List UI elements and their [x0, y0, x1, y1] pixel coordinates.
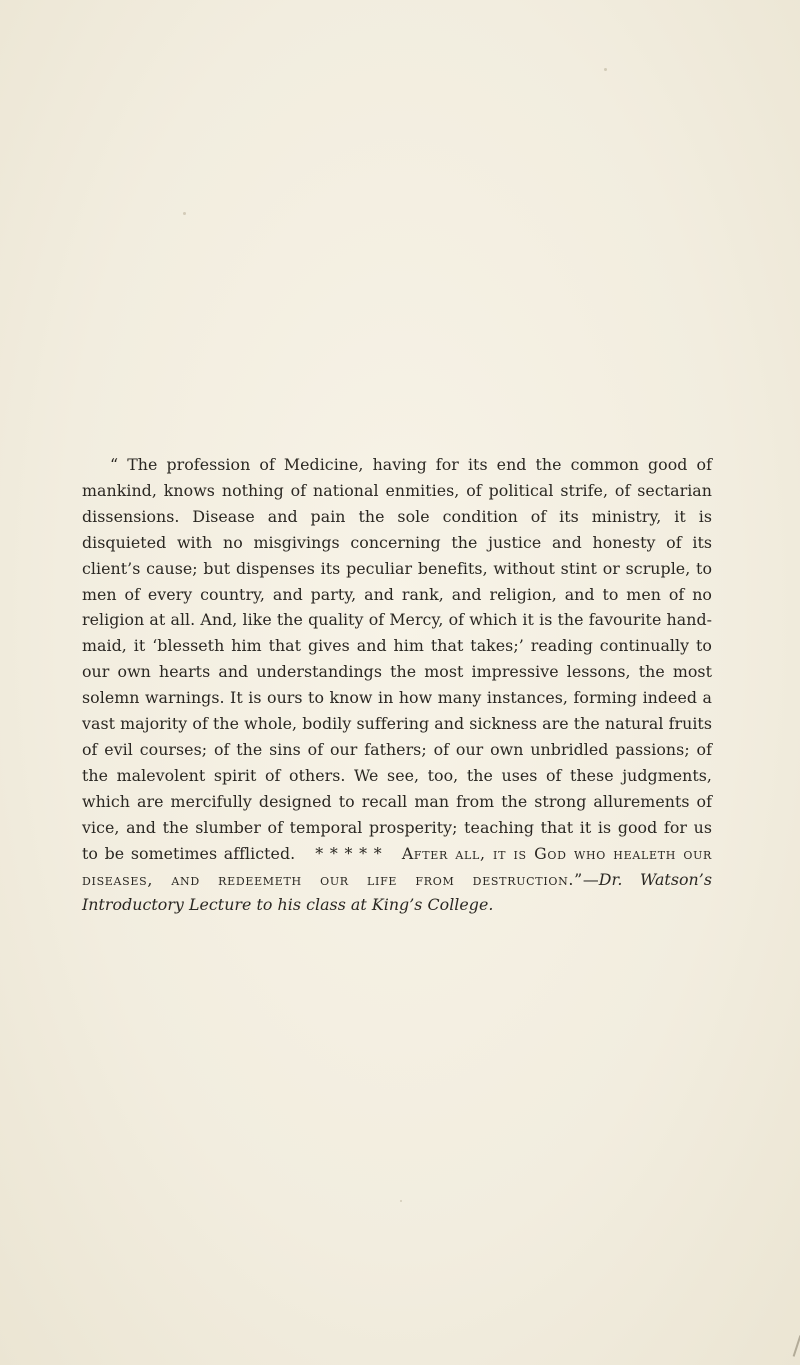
paper-speck [604, 68, 607, 71]
paper-speck [400, 1200, 402, 1202]
quotation-paragraph [82, 452, 712, 918]
closing-sentence: After all, it is God who healeth our diseases, and redeemeth our life from destruction.” [82, 843, 713, 889]
ellipsis-stars: * * * * * [315, 843, 382, 863]
quotation-body: “ The profession of Medicine, having for its end the common good of mankind, knows nothing of national enmities, of political strife, of sectarian dissensions. Disease and pain the sole condition of its ministry, it is disquieted with no misgivings concerning the justice and honesty of its client’s cause; but dispenses its peculiar benefits, without stint or scruple, to men of every country, and party, and rank, and religion, and to men of no religion at all. And, like the quality of Mercy, of which it is the favourite hand-maid, it ‘blesseth him that gives and him that takes;’ reading continually to our own hearts and understandings the most impressive lessons, the most solemn warnings. It is ours to know in how many instances, forming indeed a vast majority of the whole, bodily suffering and sickness are the natural fruits of evil courses; of the sins of our fathers; of our own unbridled passions; of the malevolent spirit of others. We see, too, the uses of these judgments, which are mercifully designed to recall man from the strong allurements of vice, and the slumber of temporal prosperity; teaching that it is good for us to be sometimes afflicted. [82, 455, 712, 863]
attribution-dash: — [582, 869, 599, 889]
paper-speck [183, 212, 186, 215]
attribution: Dr. Watson’s Introductory Lecture to his class at King’s College. [82, 869, 712, 915]
page-edge-mark [793, 1335, 800, 1357]
